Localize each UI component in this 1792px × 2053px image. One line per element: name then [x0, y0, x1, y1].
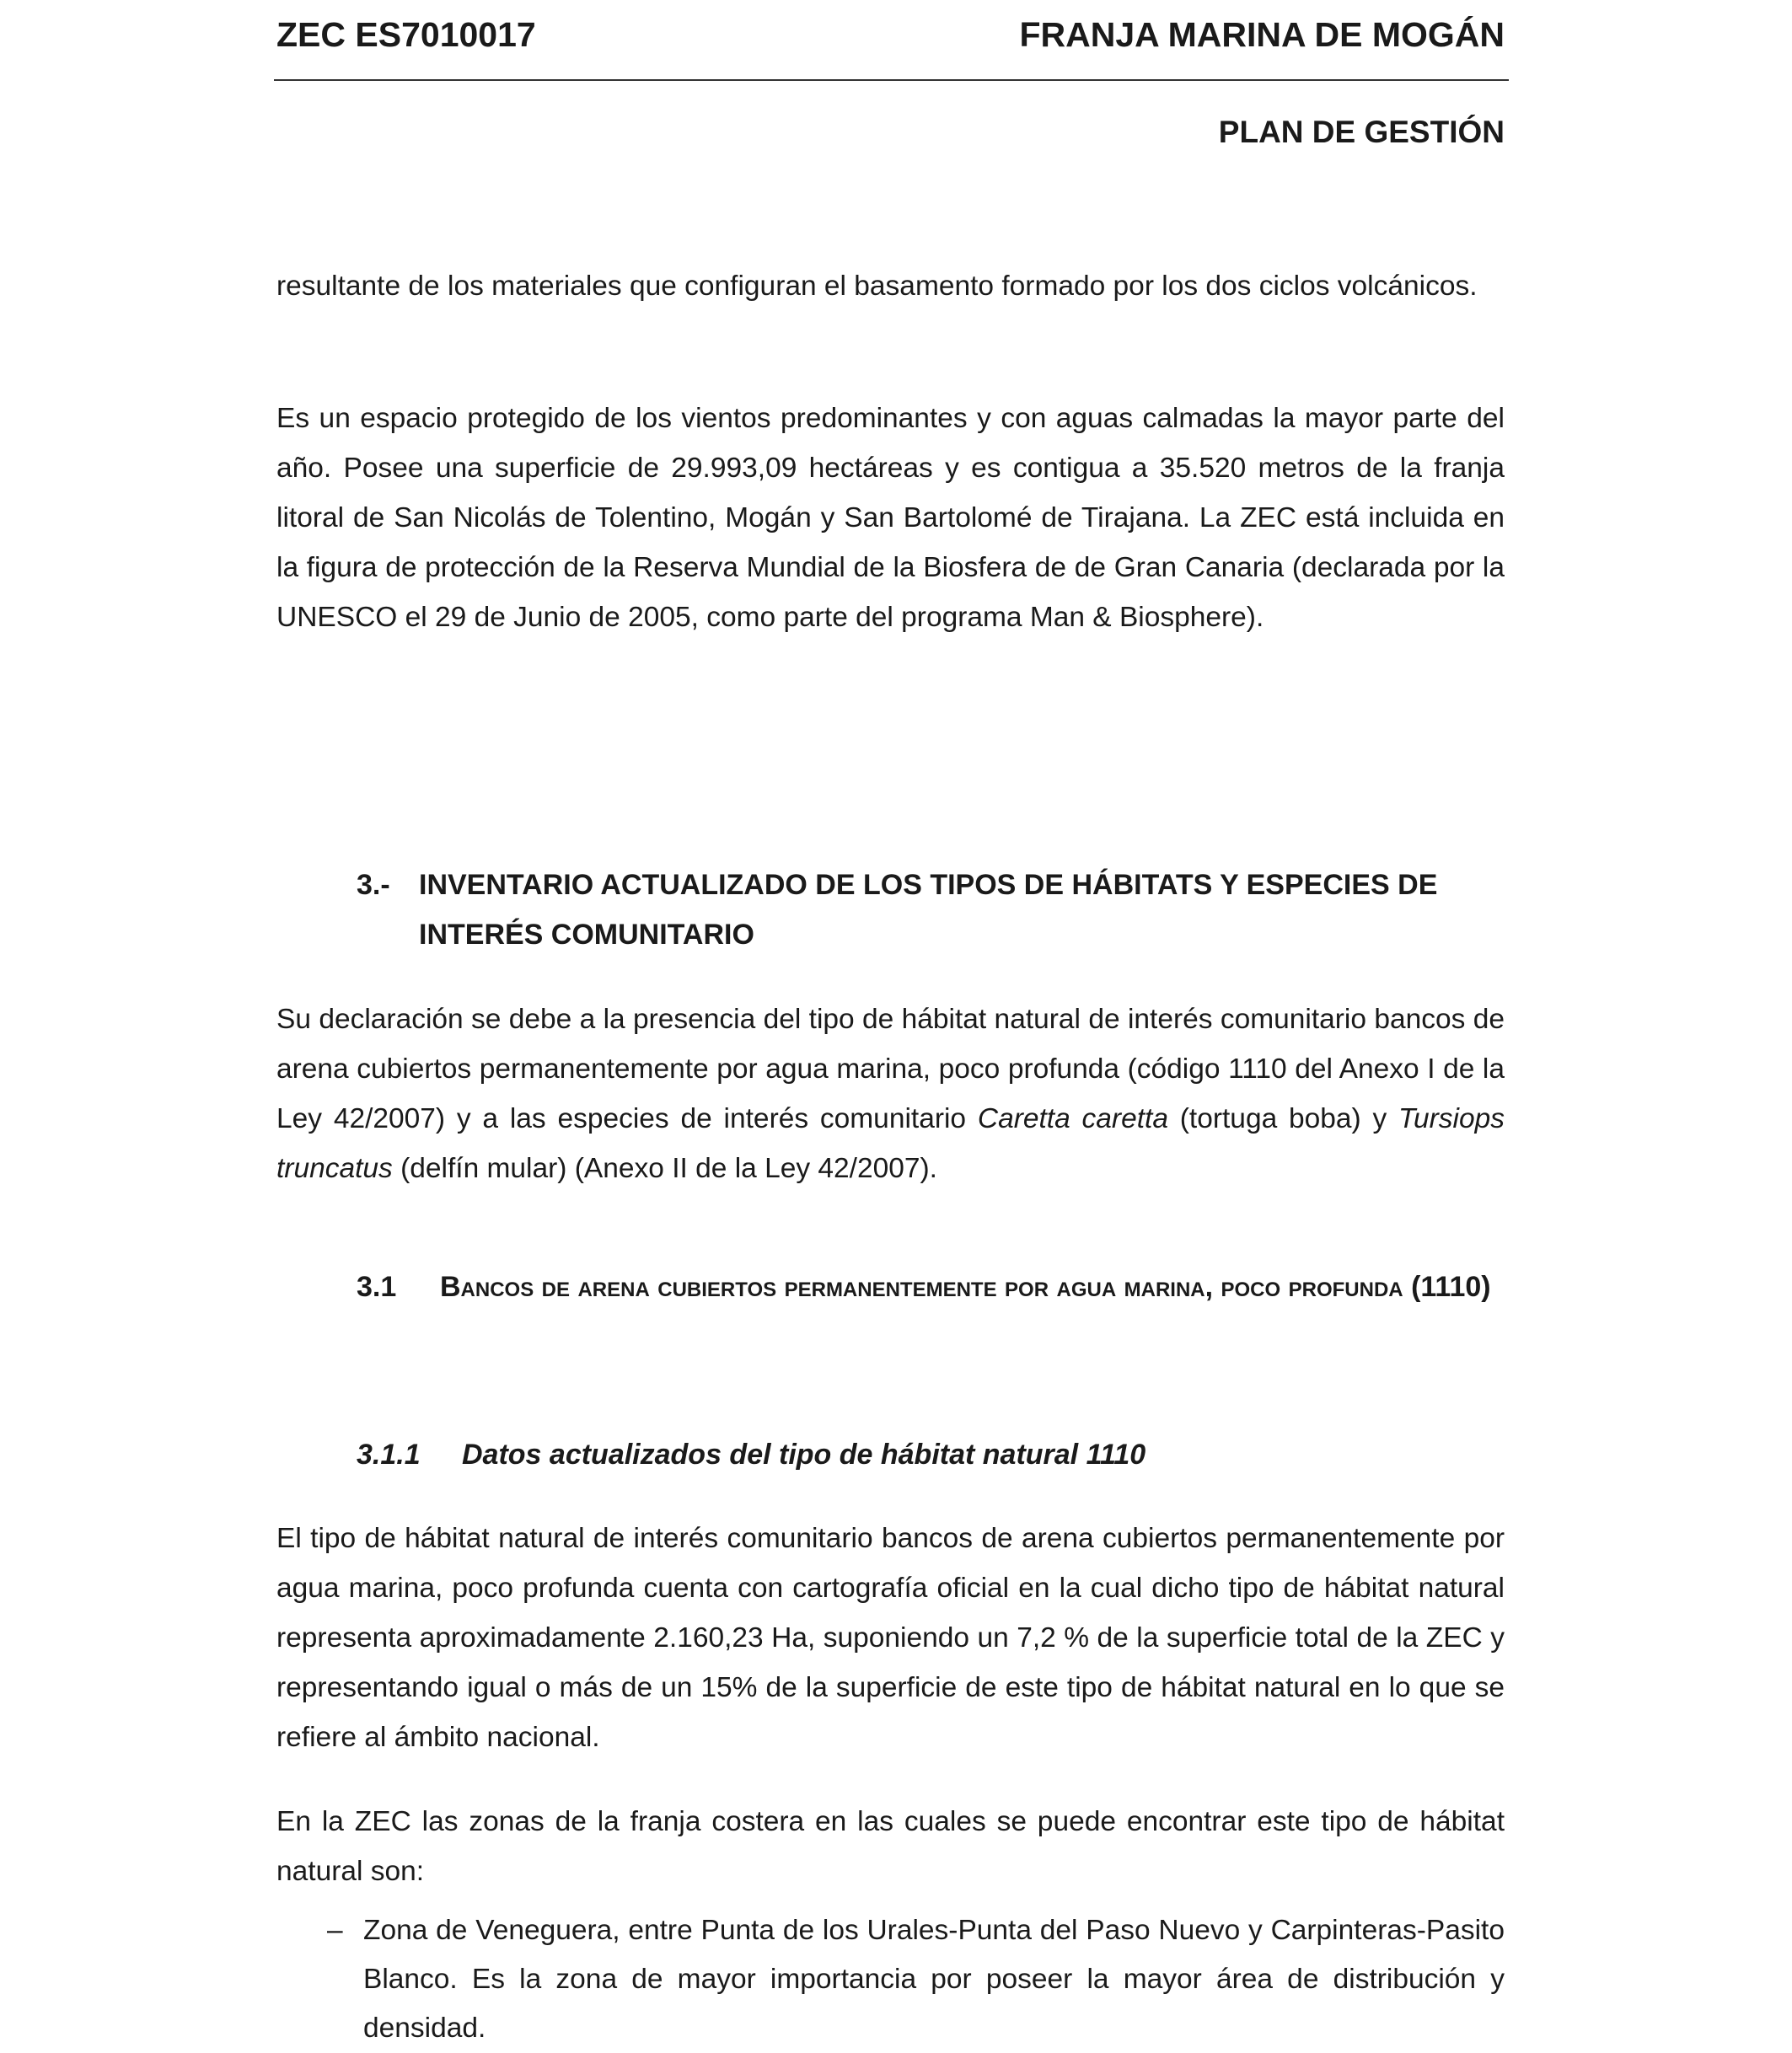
paragraph-zones-intro: En la ZEC las zonas de la franja costera en las cuales se puede encontrar este tipo de hábitat natural son: [276, 1806, 1505, 1887]
section-heading-3-1-1 [357, 1430, 1505, 1480]
habitat-code: (1110) [1411, 1271, 1491, 1303]
document-type: PLAN DE GESTIÓN [1218, 115, 1505, 149]
subsection-title [440, 1262, 1505, 1312]
species-caretta: Caretta caretta [977, 1103, 1168, 1134]
section-title: INVENTARIO ACTUALIZADO DE LOS TIPOS DE HÁBITATS Y ESPECIES DE INTERÉS COMUNITARIO [419, 869, 1438, 951]
section-heading-3-1 [357, 1262, 1505, 1312]
page-header [276, 15, 1505, 66]
header-divider [274, 79, 1509, 81]
declaration-text-c: (delfín mular) (Anexo II de la Ley 42/2007). [392, 1153, 937, 1184]
paragraph-basement: resultante de los materiales que configuran el basamento formado por los dos ciclos volcánicos. [276, 271, 1478, 302]
site-name: FRANJA MARINA DE MOGÁN [1019, 15, 1505, 54]
species-tursiops: Tursiops truncatus [276, 1103, 1505, 1184]
subsubsection-number: 3.1.1 [357, 1439, 421, 1471]
paragraph-area-description: Es un espacio protegido de los vientos predominantes y con aguas calmadas la mayor parte del año. Posee una superficie de 29.993,09 hectáreas y es contigua a 35.520 metros de la franja litoral de San Nicolás de Tolentino, Mogán y San Bartolomé de Tirajana. La ZEC está incluida en la figura de protección de la Reserva Mundial de la Biosfera de de Gran Canaria (declarada por la UNESCO el 29 de Junio de 2005, como parte del programa Man & Biosphere). [276, 403, 1505, 633]
list-dash: – [327, 1915, 343, 1946]
paragraph-habitat-data: El tipo de hábitat natural de interés comunitario bancos de arena cubiertos permanentemente por agua marina, poco profunda cuenta con cartografía oficial en la cual dicho tipo de hábitat natural representa aproximadamente 2.160,23 Ha, suponiendo un 7,2 % de la superficie total de la ZEC y representando igual o más de un 15% de la superficie de este tipo de hábitat natural en lo que se refiere al ámbito nacional. [276, 1523, 1505, 1753]
list-item-text: Zona de Veneguera, entre Punta de los Urales-Punta del Paso Nuevo y Carpinteras-Pasito Blanco. Es la zona de mayor importancia por poseer la mayor área de distribución y densidad. [363, 1915, 1505, 2044]
paragraph-declaration [276, 994, 1505, 1193]
declaration-text-b: (tortuga boba) y [1167, 1103, 1399, 1134]
subsection-title-text: Bancos de arena cubiertos permanentemente por agua marina, poco profunda [440, 1271, 1403, 1303]
declaration-text-a: Su declaración se debe a la presencia del tipo de hábitat natural de interés comunitario bancos de arena cubiertos permanentemente por agua marina, poco profunda (código 1110 del Anexo I de la Ley 42/2007) y a las especies de interés comunitario [276, 1004, 1505, 1134]
list-item [327, 1906, 1505, 2053]
section-heading-3 [357, 860, 1505, 960]
site-code: ZEC ES7010017 [276, 15, 536, 54]
subsubsection-title: Datos actualizados del tipo de hábitat natural 1110 [462, 1439, 1146, 1471]
subsection-number: 3.1 [357, 1271, 397, 1303]
section-number: 3.- [357, 869, 390, 901]
